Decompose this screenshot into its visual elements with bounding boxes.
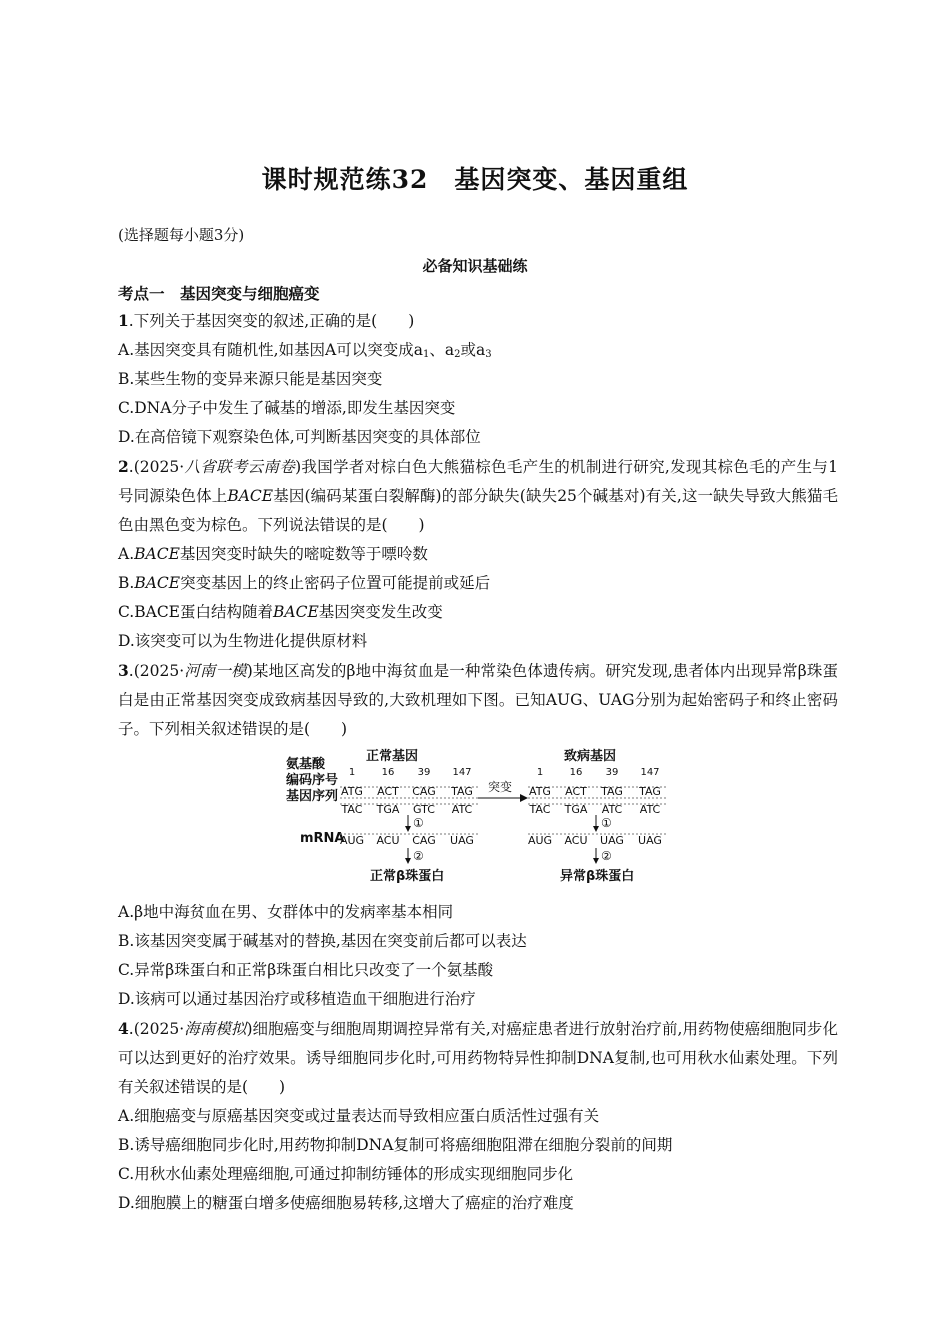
q3-lead: .(2025· [128,662,185,680]
score-note: (选择题每小题3分) [118,226,245,244]
q4-source: 海南模拟 [184,1020,247,1038]
q4-stem-text: )细胞癌变与细胞周期调控异常有关,对癌症患者进行放射治疗前,用药物使癌细胞同步化可以达到更好的治疗效果。诱导细胞同步化时,可用药物特异性抑制DNA复制,也可用秋水仙素处理。下列有关叙述错误的是( ) [118,1020,838,1096]
q2-a-pre: A. [118,545,135,563]
q3-option-b: B.该基因突变属于碱基对的替换,基因在突变前后都可以表达 [118,932,527,950]
q1-a-sub1: 1 [422,349,430,360]
q4-lead: .(2025· [128,1020,185,1038]
normal-codon-top: ATG [341,785,363,798]
row-label-mrna: mRNA [300,831,345,846]
mutant-step1: ① [601,816,612,830]
normal-position: 16 [381,767,395,778]
mutant-arrow2-head [593,858,599,864]
q4-number: 4 [118,1019,129,1038]
normal-mrna-codon: UAG [450,834,474,847]
mutant-step2: ② [601,849,612,863]
mutant-codon-top: ATG [529,785,551,798]
row-label-position: 编码序号 [286,773,339,788]
q4-option-d: D.细胞膜上的糖蛋白增多使癌细胞易转移,这增大了癌症的治疗难度 [118,1194,574,1212]
q2-a-post: 基因突变时缺失的嘧啶数等于嘌呤数 [179,545,428,563]
mutant-position: 147 [640,767,660,778]
q1-a-text: A.基因突变具有随机性,如基因A可以突变成a [118,341,423,359]
row-label-amino-acid: 氨基酸 [286,757,326,772]
q1-stem-text: .下列关于基因突变的叙述,正确的是( ) [128,312,415,330]
normal-gene-title: 正常基因 [366,749,419,764]
mutation-arrow-label: 突变 [488,780,513,794]
q2-option-d: D.该突变可以为生物进化提供原材料 [118,632,368,650]
mutation-diagram [278,748,678,894]
q1-number: 1 [118,311,129,330]
mutant-gene-panel [528,767,666,864]
mutation-arrow [478,779,528,802]
normal-codon-top: TAG [451,785,473,798]
q4-option-b: B.诱导癌细胞同步化时,用药物抑制DNA复制可将癌细胞阻滞在细胞分裂前的间期 [118,1136,673,1154]
normal-codon-bottom: GTC [413,803,435,816]
q2-option-b [118,569,838,598]
q3-source: 河南一模 [184,662,247,680]
q2-gene: BACE [227,487,274,505]
q1-stem [118,306,838,336]
q1-a-sub2: 2 [454,349,461,360]
q4-option-a: A.细胞癌变与原癌基因突变或过量表达而导致相应蛋白质活性过强有关 [118,1107,600,1125]
mutant-codon-top: TAG [601,785,623,798]
q2-stem-a: )我国学者对棕白色大熊猫棕色毛产生的机制进行研究,发现其棕色毛的产生与1号同源染色体上 [118,458,838,505]
mutation-arrow-head [520,794,528,802]
q2-lead: .(2025· [128,458,185,476]
q1-a-mid2: 或a [460,341,486,359]
mutant-position: 1 [536,767,544,778]
mutant-codon-top: ACT [565,785,587,798]
normal-codon-bottom: TAC [341,803,363,816]
q2-option-a [118,540,838,569]
normal-step1: ① [413,816,424,830]
mutant-arrow1-head [593,826,599,832]
normal-position: 147 [452,767,472,778]
normal-protein-label: 正常β珠蛋白 [370,869,445,884]
row-label-gene-seq: 基因序列 [286,789,339,804]
q2-a-gene: BACE [134,545,180,563]
page-title: 课时规范练32 基因突变、基因重组 [261,165,689,194]
q3-option-d: D.该病可以通过基因治疗或移植造血干细胞进行治疗 [118,990,476,1008]
gene-mutation-figure [118,748,838,896]
mutant-mrna-codon: AUG [527,834,553,847]
q3-option-c: C.异常β珠蛋白和正常β珠蛋白相比只改变了一个氨基酸 [118,961,494,979]
normal-mrna-codon: ACU [376,834,400,847]
q2-stem-b: 基因(编码某蛋白裂解酶)的部分缺失(缺失25个碱基对)有关,这一缺失导致大熊猫毛色由黑色变为棕色。下列说法错误的是( ) [118,487,838,534]
normal-position: 39 [417,767,431,778]
normal-mrna-codon: AUG [339,834,365,847]
q3-stem-text: )某地区高发的β地中海贫血是一种常染色体遗传病。研究发现,患者体内出现异常β珠蛋白是由正常基因突变成致病基因导致的,大致机理如下图。已知AUG、UAG分别为起始密码子和终止密码子。下列相关叙述错误的是( ) [118,662,838,738]
mutant-position: 16 [569,767,583,778]
mutant-mrna-codon: ACU [564,834,588,847]
normal-codon-bottom: ATC [451,803,473,816]
q3-option-a: A.β地中海贫血在男、女群体中的发病率基本相同 [118,903,454,921]
q1-a-mid1: 、a [429,341,455,359]
normal-codon-top: ACT [377,785,399,798]
mutant-mrna-codon: UAG [600,834,624,847]
mutant-codon-bottom: TGA [564,803,588,816]
q1-a-sub3: 3 [485,349,492,360]
normal-position: 1 [348,767,356,778]
mutant-gene-title: 致病基因 [564,749,617,764]
q2-option-c [118,598,838,627]
normal-codon-top: CAG [412,785,436,798]
q2-source: 八省联考云南卷 [184,458,296,476]
q2-number: 2 [118,457,129,476]
knowledge-point-heading: 考点一 基因突变与细胞癌变 [118,284,320,303]
mutant-codon-bottom: TAC [529,803,551,816]
q3-number: 3 [118,661,129,680]
q2-stem [118,452,838,540]
q4-stem [118,1014,838,1102]
q2-b-gene: BACE [134,574,181,592]
mutant-codon-bottom: ATC [601,803,623,816]
q2-b-pre: B. [118,574,135,592]
normal-gene-panel [340,767,478,864]
q2-c-gene: BACE [273,603,319,621]
mutant-codon-bottom: ATC [639,803,661,816]
q1-option-b: B.某些生物的变异来源只能是基因突变 [118,370,383,388]
q4-option-c: C.用秋水仙素处理癌细胞,可通过抑制纺锤体的形成实现细胞同步化 [118,1165,574,1183]
mutant-position: 39 [605,767,619,778]
normal-arrow2-head [405,858,411,864]
normal-codon-bottom: TGA [376,803,400,816]
q1-option-d: D.在高倍镜下观察染色体,可判断基因突变的具体部位 [118,428,481,446]
mutant-mrna-codon: UAG [638,834,662,847]
section-title: 必备知识基础练 [422,257,528,275]
q2-c-pre: C.BACE蛋白结构随着 [118,603,273,621]
q1-option-c: C.DNA分子中发生了碱基的增添,即发生基因突变 [118,399,456,417]
question-list [118,306,838,1218]
normal-step2: ② [413,849,424,863]
mutant-protein-label: 异常β珠蛋白 [560,869,635,884]
mutant-codon-top: TAG [639,785,661,798]
normal-mrna-codon: CAG [412,834,436,847]
q2-c-post: 基因突变发生改变 [318,603,443,621]
q2-b-post: 突变基因上的终止密码子位置可能提前或延后 [180,574,491,592]
q3-stem [118,656,838,744]
normal-arrow1-head [405,826,411,832]
q1-option-a [118,336,838,365]
